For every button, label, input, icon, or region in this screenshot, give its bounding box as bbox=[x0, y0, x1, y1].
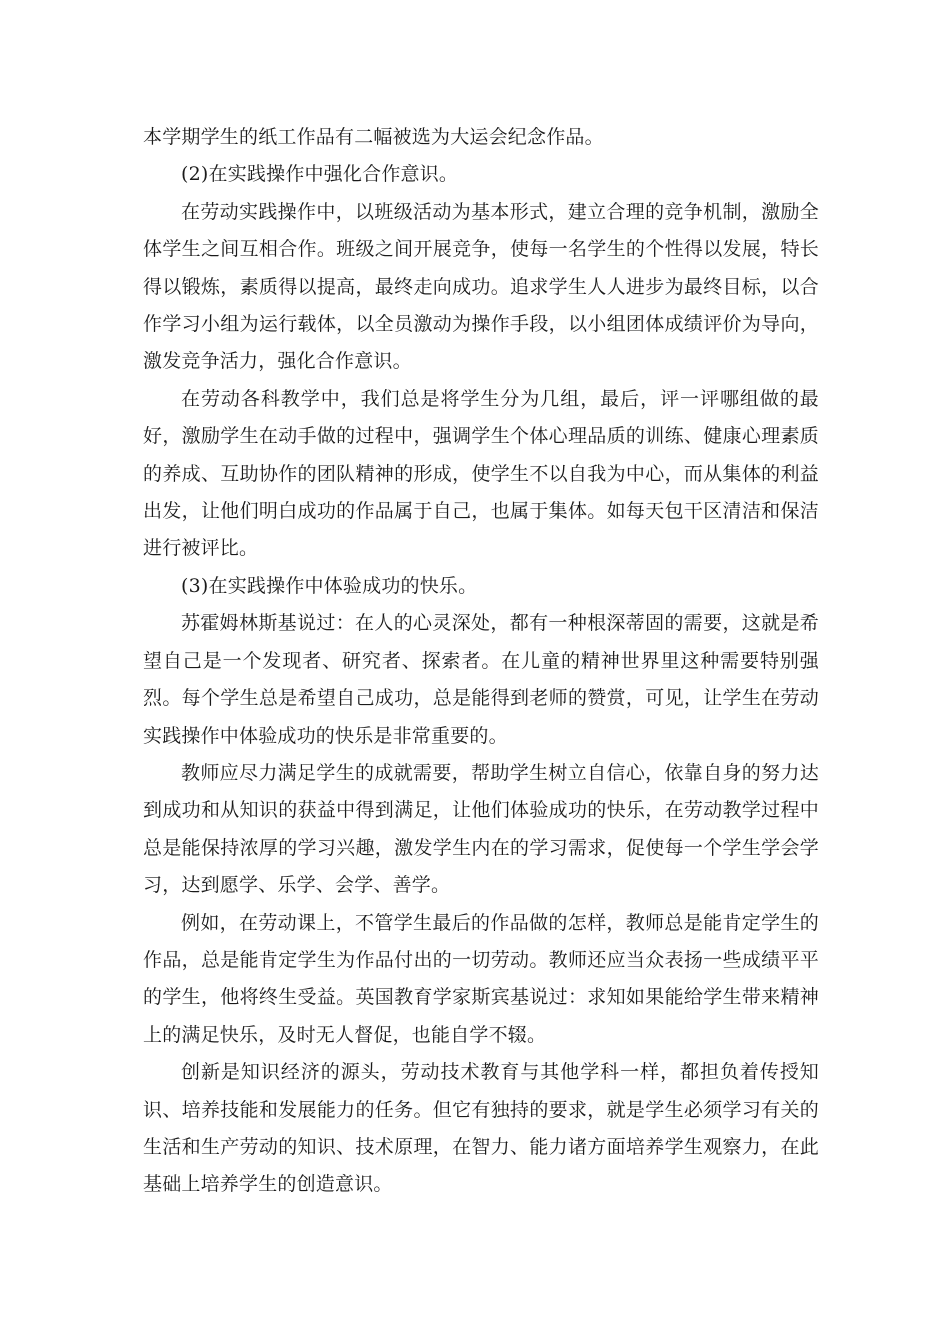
paragraph-cooperation-practice: 在劳动实践操作中，以班级活动为基本形式，建立合理的竞争机制，激励全体学生之间互相合作。班级之间开展竞争，使每一名学生的个性得以发展，特长得以锻炼，素质得以提高，最终走向成功。追求学生人人进步为最终目标，以合作学习小组为运行载体，以全员激动为操作手段，以小组团体成绩评价为导向，激发竞争活力，强化合作意识。 bbox=[143, 200, 819, 373]
paragraph-innovation: 创新是知识经济的源头，劳动技术教育与其他学科一样，都担负着传授知识、培养技能和发展能力的任务。但它有独持的要求，就是学生必须学习有关的生活和生产劳动的知识、技术原理，在智力、能力诸方面培养学生观察力，在此基础上培养学生的创造意识。 bbox=[143, 1061, 819, 1196]
paragraph-example: 例如，在劳动课上，不管学生最后的作品做的怎样，教师总是能肯定学生的作品，总是能肯定学生为作品付出的一切劳动。教师还应当众表扬一些成绩平平的学生，他将终生受益。英国教育学家斯宾基说过：求知如果能给学生带来精神上的满足快乐，及时无人督促，也能自学不辍。 bbox=[143, 911, 819, 1046]
paragraph-sukhomlinsky-quote: 苏霍姆林斯基说过：在人的心灵深处，都有一种根深蒂固的需要，这就是希望自己是一个发现者、研究者、探索者。在儿童的精神世界里这种需要特别强烈。每个学生总是希望自己成功，总是能得到老师的赞赏，可见，让学生在劳动实践操作中体验成功的快乐是非常重要的。 bbox=[143, 612, 819, 747]
paragraph-group-teaching: 在劳动各科教学中，我们总是将学生分为几组，最后，评一评哪组做的最好，激励学生在动手做的过程中，强调学生个体心理品质的训练、健康心理素质的养成、互助协作的团队精神的形成，使学生不以自我为中心，而从集体的利益出发，让他们明白成功的作品属于自己，也属于集体。如每天包干区清洁和保洁进行被评比。 bbox=[143, 387, 819, 560]
paragraph-teacher-needs: 教师应尽力满足学生的成就需要，帮助学生树立自信心，依靠自身的努力达到成功和从知识的获益中得到满足，让他们体验成功的快乐，在劳动教学过程中总是能保持浓厚的学习兴趣，激发学生内在的学习需求，促使每一个学生学会学习，达到愿学、乐学、会学、善学。 bbox=[143, 761, 819, 897]
paragraph-continuation: 本学期学生的纸工作品有二幅被选为大运会纪念作品。 bbox=[143, 126, 604, 148]
section-heading-success: (3)在实践操作中体验成功的快乐。 bbox=[181, 574, 478, 597]
document-body bbox=[143, 119, 819, 1204]
section-heading-cooperation: (2)在实践操作中强化合作意识。 bbox=[181, 163, 459, 186]
